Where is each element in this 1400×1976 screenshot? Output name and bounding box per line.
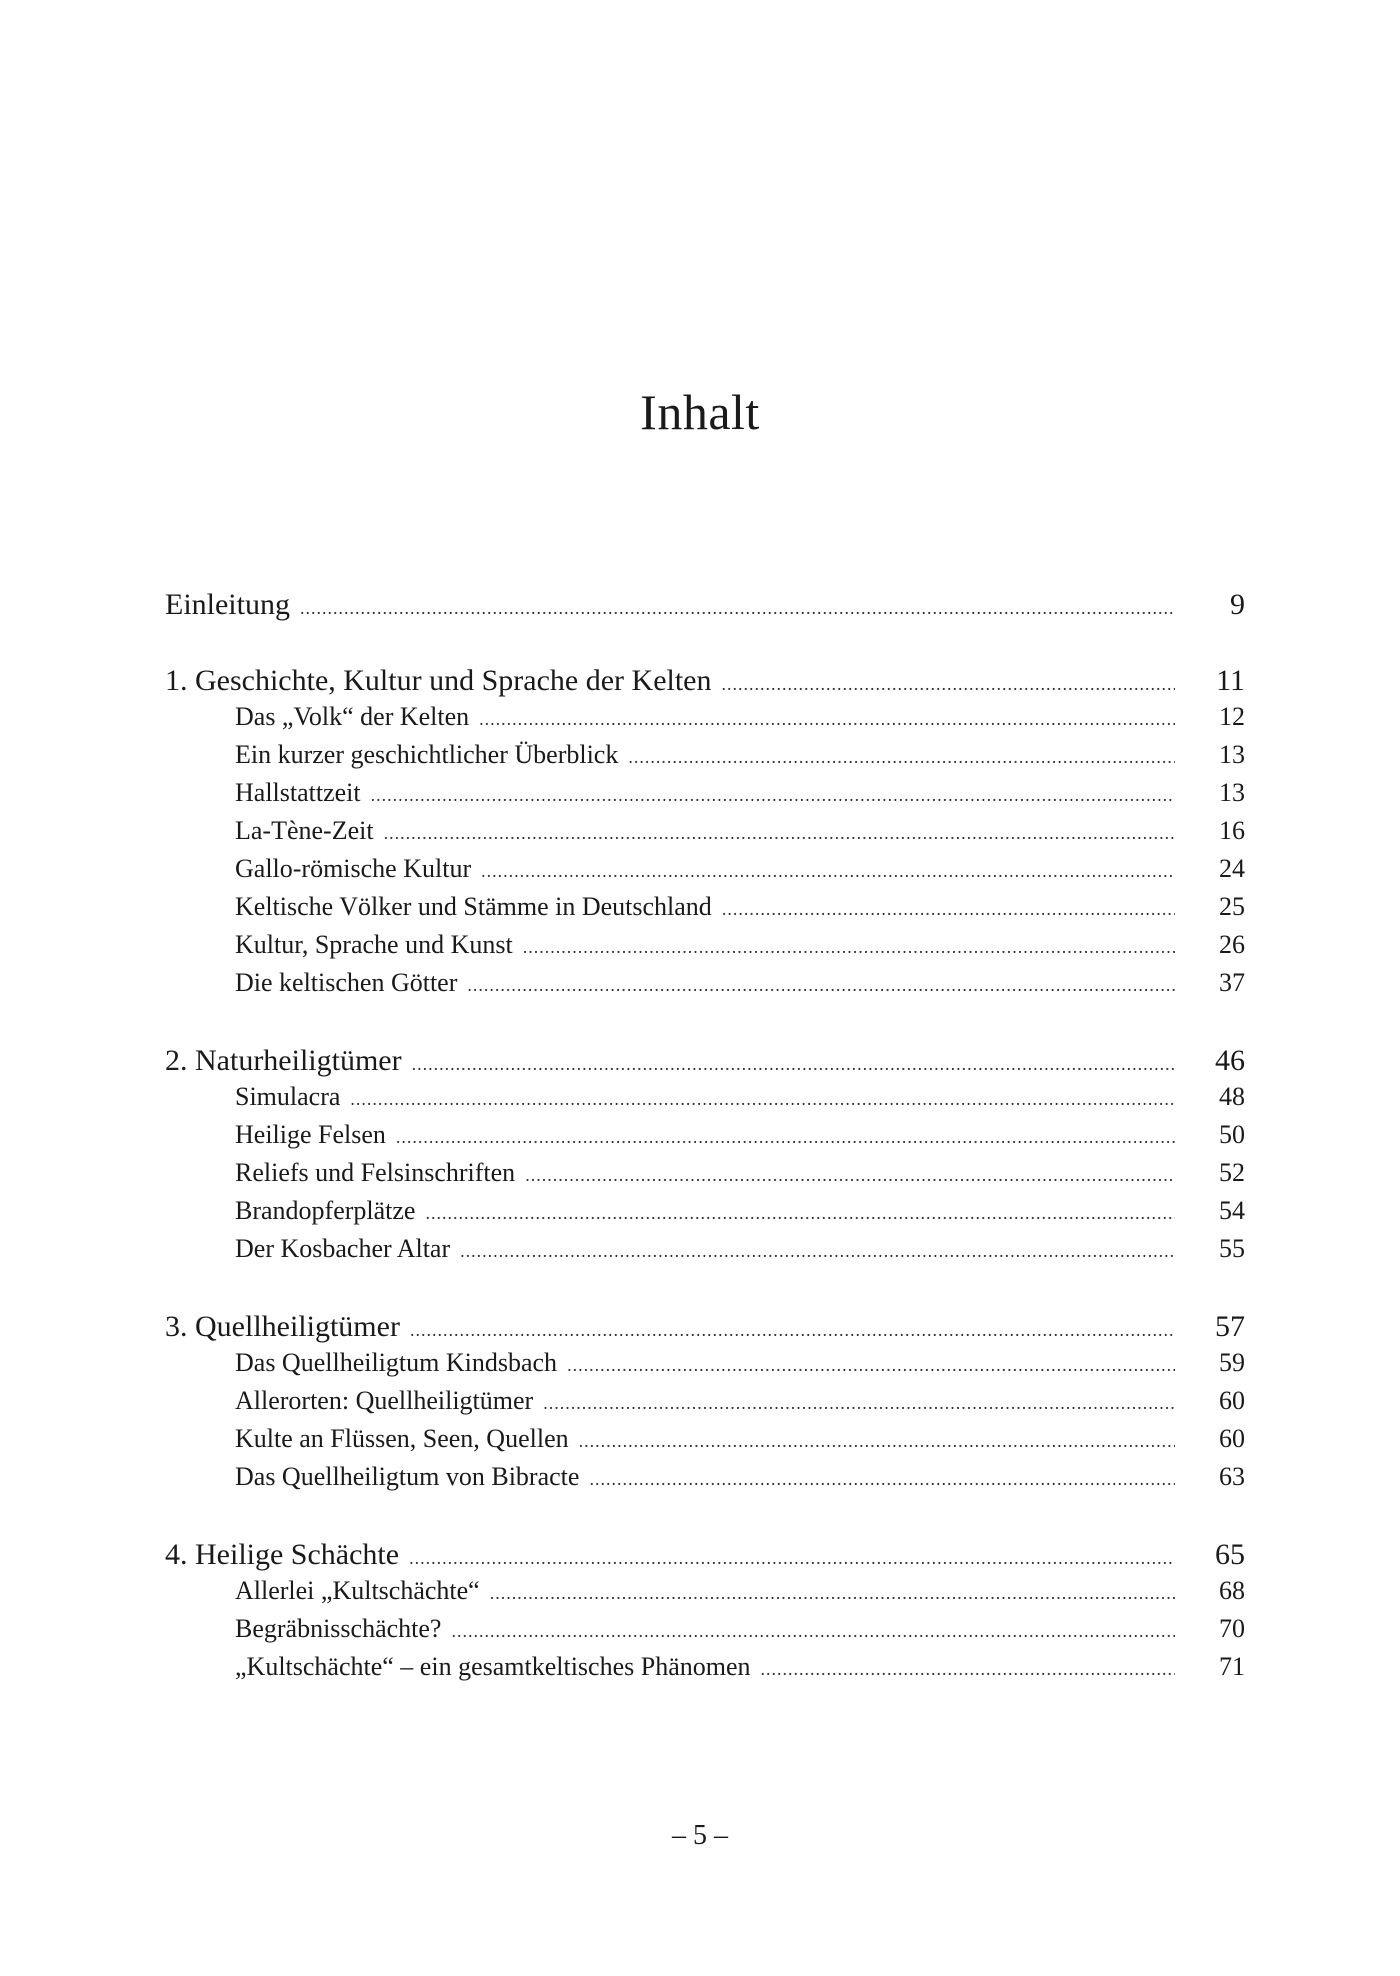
- toc-entry-label: Heilige Felsen: [235, 1120, 386, 1149]
- dot-leader: [722, 674, 1176, 695]
- toc-entry-page: 25: [1219, 892, 1245, 921]
- dot-leader: [479, 709, 1175, 730]
- dot-leader: [628, 747, 1175, 768]
- toc-section-entry: [165, 1386, 1245, 1424]
- toc-section-entry: [165, 1576, 1245, 1614]
- toc-chapter: [165, 1538, 1245, 1690]
- toc-entry-label: 1. Geschichte, Kultur und Sprache der Kelten: [165, 664, 712, 697]
- toc-section-entry: [165, 1348, 1245, 1386]
- toc-entry-label: Hallstattzeit: [235, 778, 361, 807]
- toc-section-entry: [165, 1120, 1245, 1158]
- toc-entry-page: 16: [1219, 816, 1245, 845]
- toc-section-entry: [165, 1234, 1245, 1272]
- toc-entry-page: 57: [1215, 1310, 1245, 1343]
- toc-section-entry: [165, 854, 1245, 892]
- toc-chapter: [165, 664, 1245, 1006]
- dot-leader: [579, 1431, 1175, 1452]
- toc-section-entry: [165, 740, 1245, 778]
- toc-section-entry: [165, 1424, 1245, 1462]
- toc-entry-page: 65: [1215, 1538, 1245, 1571]
- toc-section-entry: [165, 930, 1245, 968]
- toc-entry-label: Gallo-römische Kultur: [235, 854, 472, 883]
- dot-leader: [460, 1241, 1175, 1262]
- toc-entry-label: Keltische Völker und Stämme in Deutschland: [235, 892, 712, 921]
- toc-section-entry: [165, 1196, 1245, 1234]
- toc-entry-page: 54: [1219, 1196, 1245, 1225]
- dot-leader: [481, 861, 1175, 882]
- toc-entry-label: Das Quellheiligtum von Bibracte: [235, 1462, 580, 1491]
- toc-entry-label: 3. Quellheiligtümer: [165, 1310, 400, 1343]
- dot-leader: [350, 1089, 1175, 1110]
- toc-entry-label: Simulacra: [235, 1082, 341, 1111]
- dot-leader: [543, 1393, 1175, 1414]
- dot-leader: [451, 1621, 1175, 1642]
- toc-entry-page: 13: [1219, 740, 1245, 769]
- toc-entry-label: 4. Heilige Schächte: [165, 1538, 400, 1571]
- toc-entry-label: Allerlei „Kultschächte“: [235, 1576, 480, 1605]
- toc-section-entry: [165, 1082, 1245, 1120]
- toc-entry-label: Kultur, Sprache und Kunst: [235, 930, 513, 959]
- dot-leader: [467, 975, 1175, 996]
- toc-section-entry: [165, 778, 1245, 816]
- toc-entry-page: 70: [1219, 1614, 1245, 1643]
- toc-chapter: [165, 1310, 1245, 1500]
- toc-entry-page: 13: [1219, 778, 1245, 807]
- toc-entry-page: 46: [1215, 1044, 1245, 1077]
- toc-entry-page: 24: [1219, 854, 1245, 883]
- toc-chapter-entry: [165, 588, 1245, 626]
- toc-entry-label: Einleitung: [165, 588, 290, 621]
- dot-leader: [525, 1165, 1175, 1186]
- toc-entry-label: Der Kosbacher Altar: [235, 1234, 451, 1263]
- toc-chapter-entry: [165, 1310, 1245, 1348]
- toc-entry-label: Das Quellheiligtum Kindsbach: [235, 1348, 558, 1377]
- toc-entry-page: 60: [1219, 1386, 1245, 1415]
- page-number: – 5 –: [672, 1820, 728, 1851]
- dot-leader: [523, 937, 1175, 958]
- toc-entry-page: 71: [1219, 1652, 1245, 1681]
- toc-entry-page: 37: [1219, 968, 1245, 997]
- dot-leader: [384, 823, 1175, 844]
- toc-entry-label: Das „Volk“ der Kelten: [235, 702, 470, 731]
- toc-entry-page: 60: [1219, 1424, 1245, 1453]
- dot-leader: [409, 1548, 1175, 1569]
- toc-chapter-entry: [165, 664, 1245, 702]
- dot-leader: [410, 1320, 1175, 1341]
- toc-section-entry: [165, 816, 1245, 854]
- toc-entry-page: 48: [1219, 1082, 1245, 1111]
- toc-entry-label: Kulte an Flüssen, Seen, Quellen: [235, 1424, 569, 1453]
- toc-entry-page: 68: [1219, 1576, 1245, 1605]
- dot-leader: [300, 598, 1175, 619]
- toc-chapter: [165, 1044, 1245, 1272]
- toc-entry-label: La-Tène-Zeit: [235, 816, 374, 845]
- toc-entry-label: Allerorten: Quellheiligtümer: [235, 1386, 534, 1415]
- toc-section-entry: [165, 1614, 1245, 1652]
- toc-entry-page: 52: [1219, 1158, 1245, 1187]
- toc-entry-label: 2. Naturheiligtümer: [165, 1044, 402, 1077]
- toc-entry-page: 11: [1216, 664, 1245, 697]
- toc-entry-label: Reliefs und Felsinschriften: [235, 1158, 516, 1187]
- toc-chapter: [165, 588, 1245, 626]
- toc-section-entry: [165, 1652, 1245, 1690]
- toc-section-entry: [165, 702, 1245, 740]
- dot-leader: [722, 899, 1175, 920]
- toc-entry-page: 59: [1219, 1348, 1245, 1377]
- toc-entry-label: „Kultschächte“ – ein gesamtkeltisches Phänomen: [235, 1652, 751, 1681]
- toc-section-entry: [165, 1462, 1245, 1500]
- toc-section-entry: [165, 1158, 1245, 1196]
- dot-leader: [396, 1127, 1175, 1148]
- dot-leader: [412, 1054, 1175, 1075]
- dot-leader: [589, 1469, 1175, 1490]
- toc-entry-page: 63: [1219, 1462, 1245, 1491]
- dot-leader: [490, 1583, 1175, 1604]
- toc-entry-label: Begräbnisschächte?: [235, 1614, 442, 1643]
- toc-section-entry: [165, 892, 1245, 930]
- toc-entry-page: 50: [1219, 1120, 1245, 1149]
- dot-leader: [425, 1203, 1175, 1224]
- toc-entry-label: Brandopferplätze: [235, 1196, 416, 1225]
- toc-entry-page: 9: [1230, 588, 1245, 621]
- toc-chapter-entry: [165, 1538, 1245, 1576]
- toc-chapter-entry: [165, 1044, 1245, 1082]
- page-title: Inhalt: [640, 383, 760, 440]
- toc-section-entry: [165, 968, 1245, 1006]
- toc-entry-page: 26: [1219, 930, 1245, 959]
- dot-leader: [371, 785, 1175, 806]
- toc-entry-page: 12: [1219, 702, 1245, 731]
- toc-entry-page: 55: [1219, 1234, 1245, 1263]
- toc-entry-label: Die keltischen Götter: [235, 968, 458, 997]
- toc-entry-label: Ein kurzer geschichtlicher Überblick: [235, 740, 619, 769]
- dot-leader: [761, 1659, 1175, 1680]
- dot-leader: [567, 1355, 1175, 1376]
- table-of-contents: [165, 588, 1245, 1690]
